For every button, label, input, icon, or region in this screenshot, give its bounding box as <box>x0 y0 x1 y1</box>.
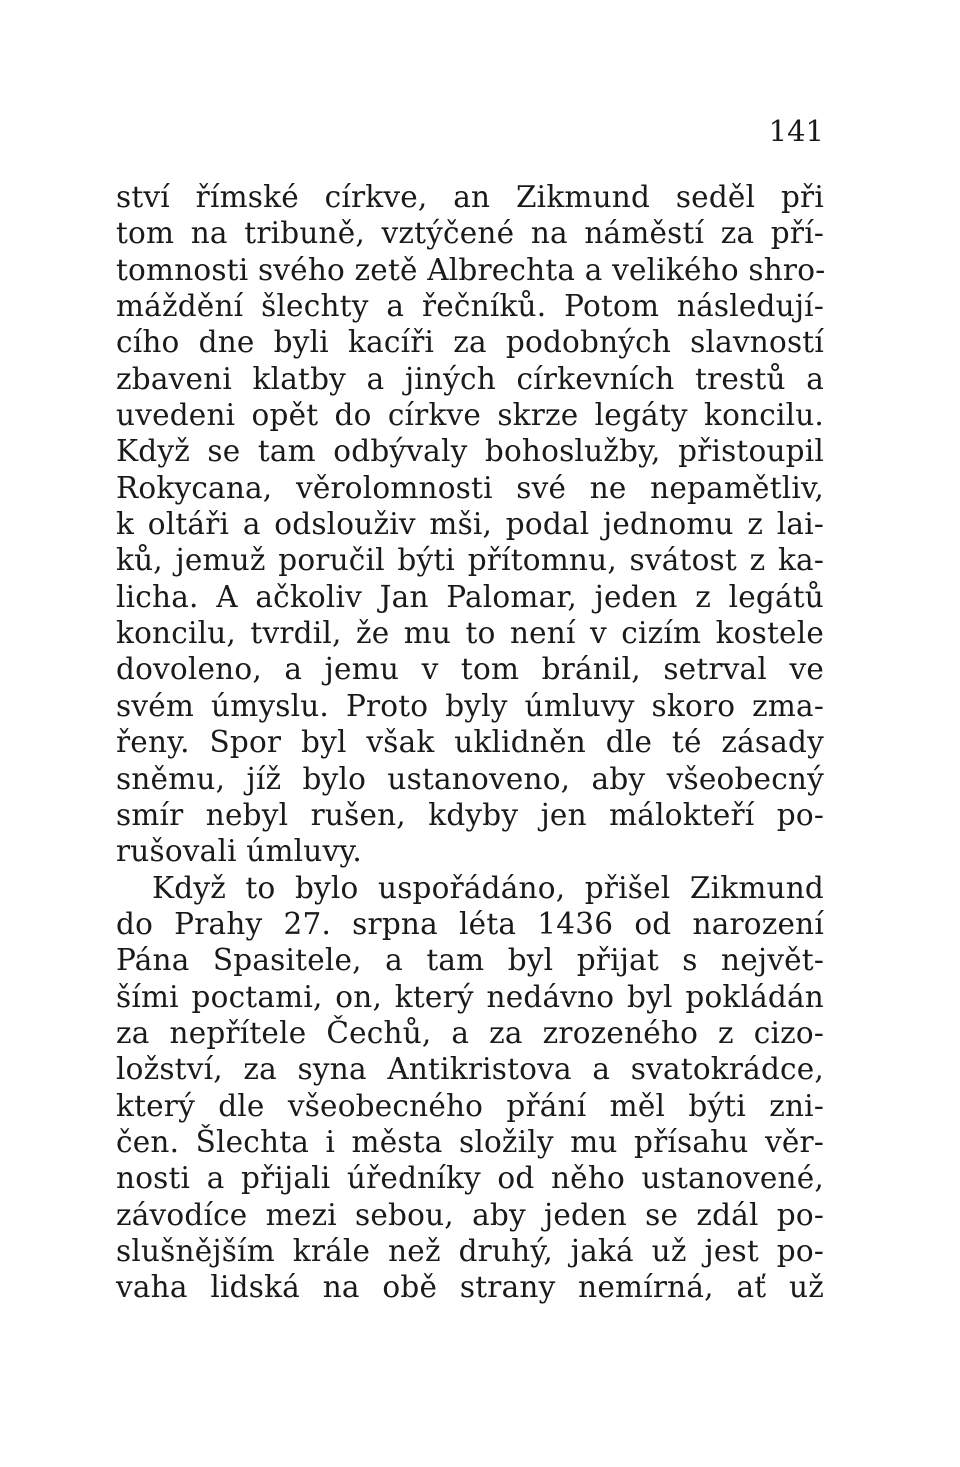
text-line: smír nebyl rušen, kdyby jen málokteří po- <box>116 797 824 832</box>
text-line: Rokycana, věrolomnosti své ne nepamětliv, <box>116 470 824 505</box>
text-line: cího dne byli kacíři za podobných slavností <box>116 325 824 360</box>
text-line: Když to bylo uspořádáno, přišel Zikmund <box>152 870 824 905</box>
body-text <box>116 179 824 1306</box>
text-line: uvedeni opět do církve skrze legáty koncilu. <box>116 398 824 433</box>
page-number: 141 <box>768 114 824 148</box>
text-line: tomnosti svého zetě Albrechta a velikého shro- <box>116 252 826 287</box>
text-line: rušovali úmluvy. <box>116 834 362 869</box>
text-line: slušnějším krále než druhý, jaká už jest po- <box>116 1233 824 1268</box>
text-line: čen. Šlechta i města složily mu přísahu věr- <box>116 1124 824 1159</box>
text-line: ložství, za syna Antikristova a svatokrádce, <box>116 1052 824 1087</box>
text-line: za nepřítele Čechů, a za zrozeného z cizo- <box>116 1015 824 1050</box>
text-line: vaha lidská na obě strany nemírná, ať už <box>116 1270 824 1305</box>
text-line: dovoleno, a jemu v tom bránil, setrval ve <box>116 652 824 687</box>
text-line: Pána Spasitele, a tam byl přijat s největ- <box>116 943 824 978</box>
text-line: Když se tam odbývaly bohoslužby, přistoupil <box>116 434 824 469</box>
text-line: máždění šlechty a řečníků. Potom následují- <box>116 289 824 324</box>
text-line: k oltáři a odslouživ mši, podal jednomu z lai- <box>116 507 824 542</box>
text-line: ství římské církve, an Zikmund seděl při <box>116 180 824 214</box>
text-line: ků, jemuž poručil býti přítomnu, svátost z ka- <box>116 543 824 578</box>
text-line: nosti a přijali úředníky od něho ustanovené, <box>116 1161 824 1196</box>
text-line: licha. A ačkoliv Jan Palomar, jeden z legátů <box>116 579 824 614</box>
text-line: tom na tribuně, vztýčené na náměstí za pří- <box>116 216 824 251</box>
text-line: závodíce mezi sebou, aby jeden se zdál po- <box>116 1197 824 1232</box>
text-line: sněmu, jíž bylo ustanoveno, aby všeobecný <box>116 761 824 796</box>
text-line: řeny. Spor byl však uklidněn dle té zásady <box>116 725 824 760</box>
text-line: který dle všeobecného přání měl býti zni- <box>116 1088 824 1123</box>
text-line: šími poctami, on, který nedávno byl pokládán <box>116 979 824 1014</box>
text-line: koncilu, tvrdil, že mu to není v cizím kostele <box>116 616 824 651</box>
text-line: zbaveni klatby a jiných církevních trestů a <box>116 361 824 396</box>
text-line: svém úmyslu. Proto byly úmluvy skoro zma- <box>116 688 824 723</box>
text-line: do Prahy 27. srpna léta 1436 od narození <box>116 906 824 941</box>
